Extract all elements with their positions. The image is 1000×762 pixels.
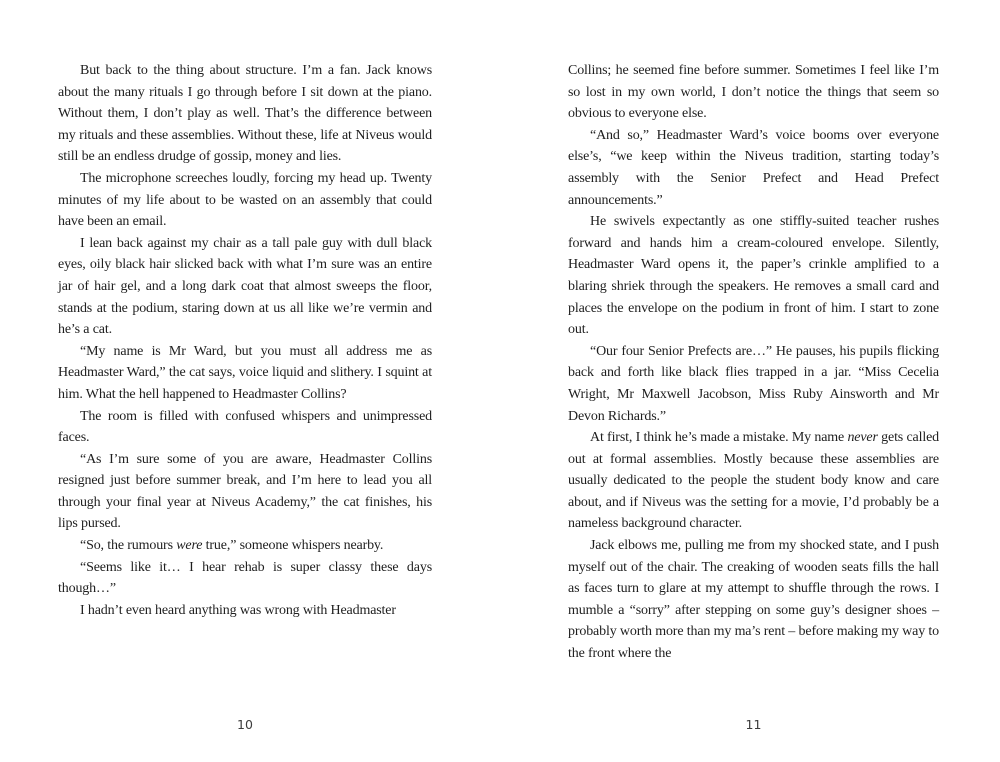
paragraph: Jack elbows me, pulling me from my shocked state, and I push myself out of the chair. The creaking of wooden seats fills the hall as faces turn to glare at my attempt to shuffle through the rows. I mumble a “sorry” after stepping on some guy’s designer shoes – probably worth more than my ma’s rent – before making my way to the front where the [568,538,939,662]
page-number-left: 10 [237,717,253,732]
paragraph: “As I’m sure some of you are aware, Headmaster Collins resigned just before summer break, and I’m here to lead you all through your final year at Niveus Academy,” the cat finishes, his lips pursed. [58,451,432,532]
paragraph: “Our four Senior Prefects are…” He pauses, his pupils flicking back and forth like black flies trapped in a jar. “Miss Cecelia Wright, Mr Maxwell Jacobson, Miss Ruby Ainsworth and Mr Devon Richards.” [568,343,939,424]
paragraph: The microphone screeches loudly, forcing my head up. Twenty minutes of my life about to be wasted on an assembly that could have been an email. [58,170,432,230]
paragraph: “Seems like it… I hear rehab is super classy these days though…” [58,559,432,597]
paragraph: “So, the rumours were true,” someone whispers nearby. [80,538,384,554]
paragraph: “My name is Mr Ward, but you must all address me as Headmaster Ward,” the cat says, voice liquid and slithery. I squint at him. What the hell happened to Headmaster Collins? [58,343,432,402]
paragraph: He swivels expectantly as one stiffly-suited teacher rushes forward and hands him a cream-coloured envelope. Silently, Headmaster Ward opens it, the paper’s crinkle amplified to a blaring shriek through the speakers. He removes a small card and places the envelope on the podium in front of him. I start to zone out. [568,214,939,338]
paragraph: “And so,” Headmaster Ward’s voice booms over everyone else’s, “we keep within the Niveus tradition, starting today’s assembly with the Senior Prefect and Head Prefect announcements.” [568,127,939,208]
page-left-text [58,60,432,621]
paragraph: Collins; he seemed fine before summer. Sometimes I feel like I’m so lost in my own world, I don’t notice the things that seem so obvious to everyone else. [568,63,939,122]
paragraph: I hadn’t even heard anything was wrong with Headmaster [80,602,396,618]
page-right-text [568,60,939,665]
paragraph: I lean back against my chair as a tall pale guy with dull black eyes, oily black hair slicked back with what I’m sure was an entire jar of hair gel, and a long dark coat that almost sweeps the floor, stands at the podium, staring down at us all like we’re vermin and he’s a cat. [58,235,432,338]
paragraph: At first, I think he’s made a mistake. My name never gets called out at formal assemblies. Mostly because these assemblies are usually dedicated to the people the student body know and care about, and if Niveus was the setting for a movie, I’d probably be a nameless background character. [568,430,939,532]
paragraph: The room is filled with confused whispers and unimpressed faces. [58,408,432,446]
page-number-right: 11 [745,717,762,732]
paragraph: But back to the thing about structure. I’m a fan. Jack knows about the many rituals I go through before I sit down at the piano. Without them, I don’t play as well. That’s the difference between my rituals and these assemblies. Without these, life at Niveus would still be an endless drudge of gossip, money and lies. [58,63,432,165]
